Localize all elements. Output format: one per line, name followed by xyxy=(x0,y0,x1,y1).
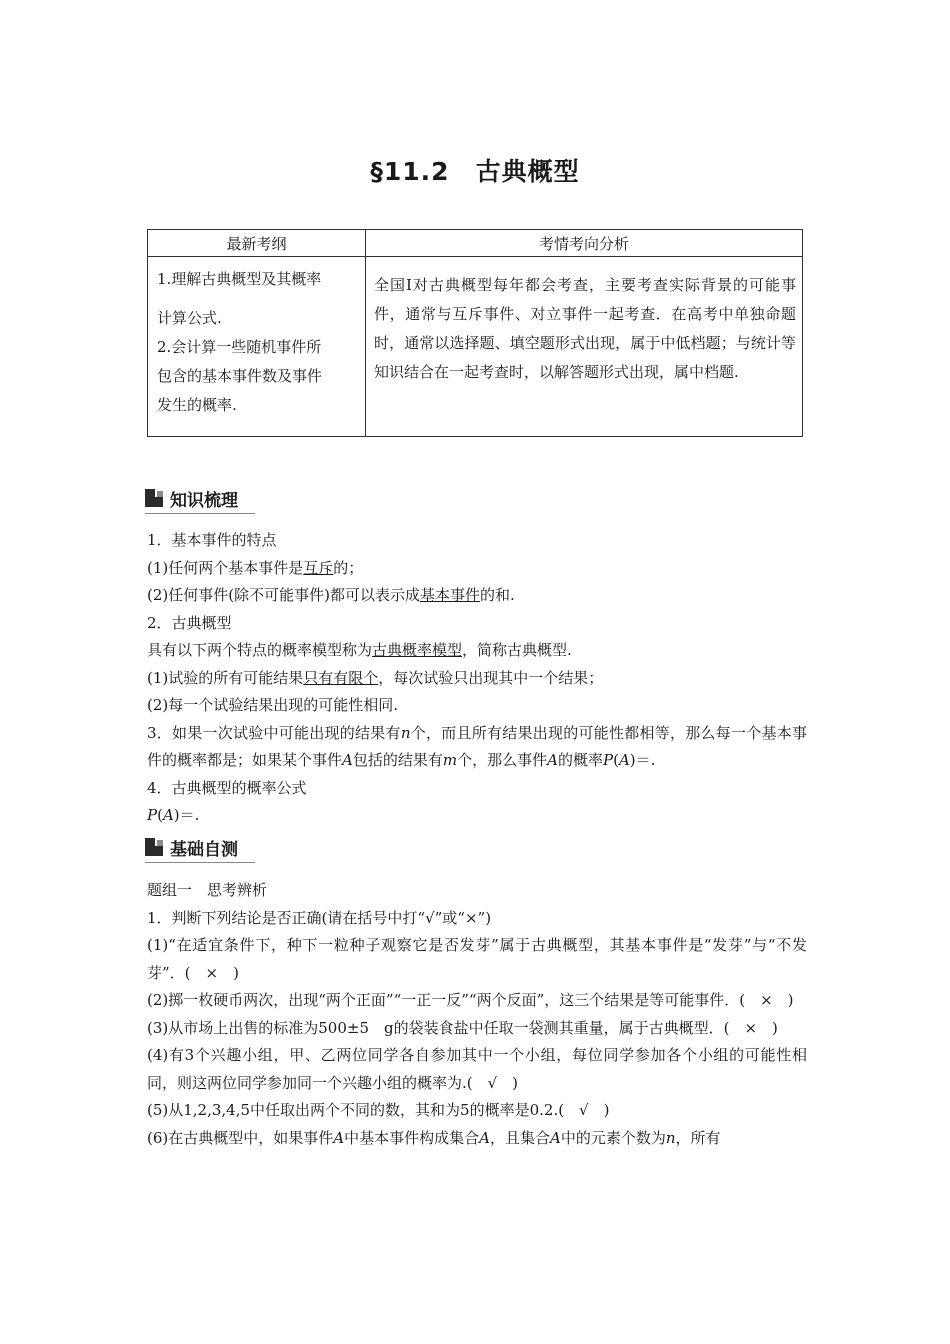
syllabus-line: 2.会计算一些随机事件所 xyxy=(157,338,322,356)
syllabus-line: 计算公式. xyxy=(157,309,222,327)
syllabus-line: 包含的基本事件数及事件 xyxy=(157,367,323,385)
syllabus-line: 发生的概率. xyxy=(157,396,237,414)
syllabus-line: 1.理解古典概型及其概率 xyxy=(157,270,322,288)
subsection-title: 2．古典概型 xyxy=(147,613,232,632)
question-item: (4)有3个兴趣小组，甲、乙两位同学各自参加其中一个小组，每位同学参加各个小组的可能性相同，则这两位同学参加同一个兴趣小组的概率为.( √ ) xyxy=(147,1046,807,1092)
section-number: §11.2 xyxy=(370,157,450,186)
answer-underline: 古典概率模型 xyxy=(372,641,463,659)
text-paragraph: 3．如果一次试验中可能出现的结果有n个，而且所有结果出现的可能性都相等，那么每一个基本事件的概率都是；如果某个事件A包括的结果有m个，那么事件A的概率P(A)＝. xyxy=(147,723,807,769)
text-line: (2)任何事件(除不可能事件)都可以表示成基本事件的和. xyxy=(147,586,515,604)
section-marker-icon xyxy=(145,489,163,507)
section-heading-text: 基础自测 xyxy=(170,839,238,860)
subsection-title: 1．基本事件的特点 xyxy=(147,531,277,549)
analysis-cell: 全国Ⅰ对古典概型每年都会考查，主要考查实际背景的可能事件，通常与互斥事件、对立事件一起考查．在高考中单独命题时，通常以选择题、填空题形式出现，属于中低档题；与统计等知识结合在一起考查时，以解答题形式出现，属中档题. xyxy=(366,257,803,437)
question-item: (2)掷一枚硬币两次，出现“两个正面”“一正一反”“两个反面”，这三个结果是等可能事件．( × ) xyxy=(147,991,794,1009)
question-item: (6)在古典概型中，如果事件A中基本事件构成集合A，且集合A中的元素个数为n，所有 xyxy=(147,1128,721,1147)
table-header-analysis: 考情考向分析 xyxy=(366,230,803,257)
answer-underline: 基本事件 xyxy=(419,586,480,604)
knowledge-section-heading xyxy=(145,485,238,511)
syllabus-table xyxy=(147,229,803,437)
question-group: 题组一 思考辨析 xyxy=(147,881,268,899)
self-test-section-heading xyxy=(145,834,238,860)
text-line: (1)试验的所有可能结果只有有限个，每次试验只出现其中一个结果； xyxy=(147,668,604,687)
knowledge-content xyxy=(147,527,807,830)
section-marker-icon xyxy=(145,838,163,856)
subsection-title: 4．古典概型的概率公式 xyxy=(147,778,307,797)
text-line: (2)每一个试验结果出现的可能性相同. xyxy=(147,696,399,714)
text-line: 具有以下两个特点的概率模型称为古典概率模型，简称古典概型. xyxy=(147,641,572,659)
question-item: (5)从1,2,3,4,5中任取出两个不同的数，其和为5的概率是0.2.( √ ) xyxy=(147,1101,610,1119)
question-stem: 1．判断下列结论是否正确(请在括号中打“√”或“×”) xyxy=(147,908,492,927)
table-header-syllabus: 最新考纲 xyxy=(148,230,366,257)
text-line: (1)任何两个基本事件是互斥的； xyxy=(147,558,364,577)
page-title xyxy=(0,152,950,188)
section-heading-text: 知识梳理 xyxy=(170,490,238,511)
question-item: (3)从市场上出售的标准为500±5 g的袋装食盐中任取一袋测其重量，属于古典概型．( × ) xyxy=(147,1018,778,1037)
self-test-content xyxy=(147,877,807,1152)
formula-line: P(A)＝. xyxy=(147,806,200,824)
question-item: (1)“在适宜条件下，种下一粒种子观察它是否发芽”属于古典概型，其基本事件是“发芽”与“不发芽”．( × ) xyxy=(147,936,807,982)
section-title: 古典概型 xyxy=(475,157,580,186)
syllabus-cell xyxy=(148,257,366,437)
answer-underline: 只有有限个 xyxy=(303,668,379,687)
answer-underline: 互斥 xyxy=(303,558,334,577)
